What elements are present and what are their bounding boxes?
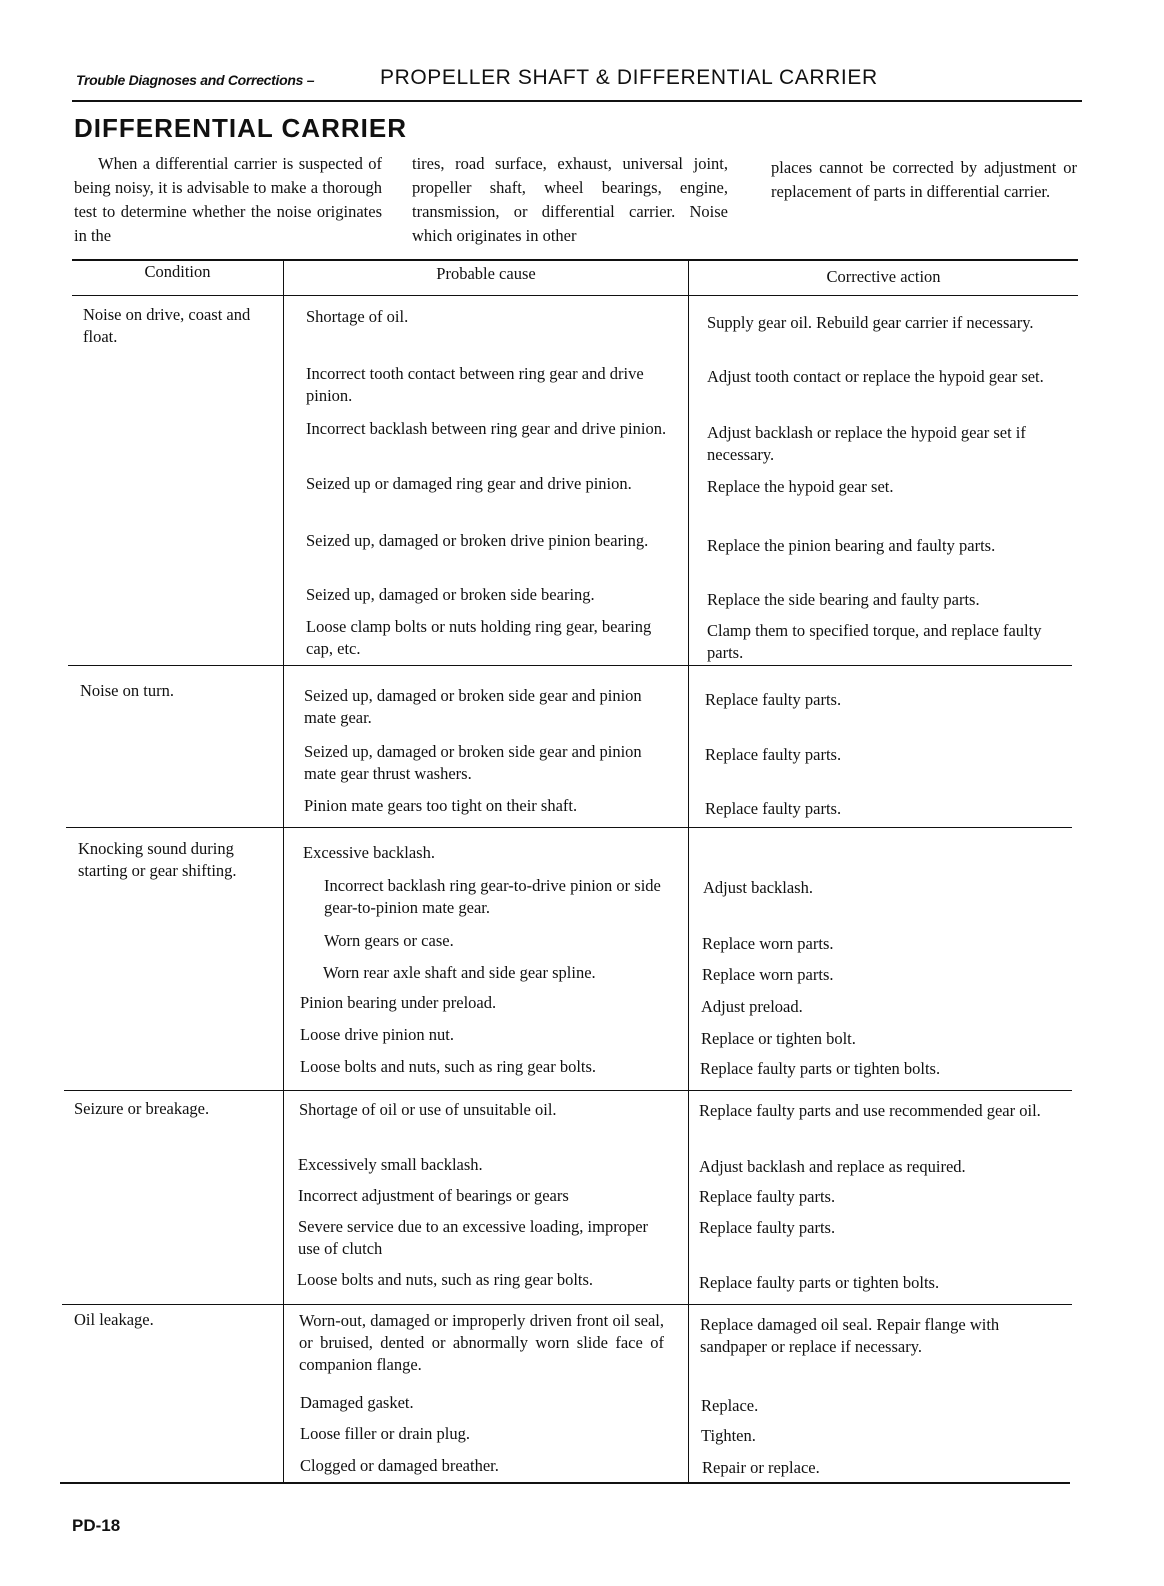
cause-cell: Loose filler or drain plug. xyxy=(300,1424,470,1443)
action-cell: Repair or replace. xyxy=(702,1458,820,1477)
page-number: PD-18 xyxy=(72,1516,121,1535)
condition-cell: Seizure or breakage. xyxy=(74,1099,210,1118)
action-cell: Replace faulty parts. xyxy=(705,690,842,709)
cause-cell: Loose bolts and nuts, such as ring gear bolts. xyxy=(297,1270,594,1289)
action-cell: Replace faulty parts or tighten bolts. xyxy=(699,1273,940,1292)
section-title: DIFFERENTIAL CARRIER xyxy=(74,113,407,143)
action-cell: Replace the hypoid gear set. xyxy=(707,477,894,496)
group-divider-4 xyxy=(62,1304,1072,1305)
cause-cell: Seized up, damaged or broken side gear and pinion mate gear. xyxy=(304,686,642,727)
action-cell: Adjust backlash and replace as required. xyxy=(699,1157,966,1176)
column-divider-2 xyxy=(688,259,689,1482)
action-cell: Replace faulty parts. xyxy=(705,799,842,818)
cause-cell: Pinion bearing under preload. xyxy=(300,993,497,1012)
action-cell: Replace faulty parts and use recommended gear oil. xyxy=(699,1101,1041,1120)
condition-cell: Oil leakage. xyxy=(74,1310,154,1329)
cause-cell: Incorrect tooth contact between ring gear and drive pinion. xyxy=(306,364,644,405)
header-prefix: Trouble Diagnoses and Corrections – xyxy=(76,72,315,88)
cause-cell: Worn rear axle shaft and side gear spline. xyxy=(323,963,596,982)
cause-cell: Severe service due to an excessive loading, improper use of clutch xyxy=(298,1217,649,1258)
cause-cell: Loose clamp bolts or nuts holding ring gear, bearing cap, etc. xyxy=(306,617,652,658)
cause-cell: Loose drive pinion nut. xyxy=(300,1025,454,1044)
column-header-action: Corrective action xyxy=(826,267,941,286)
condition-cell: Noise on drive, coast and float. xyxy=(83,305,251,346)
cause-cell: Seized up, damaged or broken side gear and pinion mate gear thrust washers. xyxy=(304,742,642,783)
intro-column-2: tires, road surface, exhaust, universal joint, propeller shaft, wheel bearings, engine, transmission, or differential carrier. Noise which originates in other xyxy=(412,154,728,245)
cause-cell: Excessive backlash. xyxy=(303,843,435,862)
action-cell: Replace the pinion bearing and faulty parts. xyxy=(707,536,996,555)
cause-cell: Excessively small backlash. xyxy=(298,1155,483,1174)
group-divider-2 xyxy=(66,827,1072,828)
cause-cell: Seized up, damaged or broken side bearing. xyxy=(306,585,595,604)
column-header-condition: Condition xyxy=(144,262,211,281)
condition-cell: Noise on turn. xyxy=(80,681,174,700)
cause-cell: Seized up or damaged ring gear and drive pinion. xyxy=(306,474,632,493)
action-cell: Tighten. xyxy=(701,1426,756,1445)
action-cell: Replace faulty parts. xyxy=(699,1187,836,1206)
cause-cell: Worn-out, damaged or improperly driven front oil seal, or bruised, dented or abnormally worn slide face of companion flange. xyxy=(299,1311,664,1374)
action-cell: Replace. xyxy=(701,1396,759,1415)
group-divider-1 xyxy=(68,665,1072,666)
cause-cell: Incorrect backlash between ring gear and drive pinion. xyxy=(306,419,667,438)
group-divider-3 xyxy=(64,1090,1072,1091)
table-bottom-rule xyxy=(60,1482,1070,1484)
cause-cell: Worn gears or case. xyxy=(324,931,454,950)
action-cell: Clamp them to specified torque, and replace faulty parts. xyxy=(707,621,1042,662)
cause-cell: Incorrect adjustment of bearings or gears xyxy=(298,1186,569,1205)
action-cell: Replace faulty parts or tighten bolts. xyxy=(700,1059,941,1078)
table-top-rule xyxy=(72,259,1078,261)
intro-column-1: When a differential carrier is suspected of being noisy, it is advisable to make a thorough test to determine whether the noise originates in the xyxy=(74,154,382,245)
cause-cell: Damaged gasket. xyxy=(300,1393,414,1412)
cause-cell: Seized up, damaged or broken drive pinion bearing. xyxy=(306,531,649,550)
cause-cell: Pinion mate gears too tight on their shaft. xyxy=(304,796,578,815)
table-header-rule xyxy=(72,295,1078,296)
column-header-cause: Probable cause xyxy=(436,264,536,283)
action-cell: Replace or tighten bolt. xyxy=(701,1029,856,1048)
cause-cell: Incorrect backlash ring gear-to-drive pinion or side gear-to-pinion mate gear. xyxy=(324,876,661,917)
action-cell: Adjust backlash or replace the hypoid gear set if necessary. xyxy=(707,423,1026,464)
action-cell: Adjust preload. xyxy=(701,997,803,1016)
action-cell: Replace faulty parts. xyxy=(699,1218,836,1237)
action-cell: Replace the side bearing and faulty parts. xyxy=(707,590,980,609)
cause-cell: Shortage of oil or use of unsuitable oil. xyxy=(299,1100,557,1119)
cause-cell: Clogged or damaged breather. xyxy=(300,1456,499,1475)
action-cell: Supply gear oil. Rebuild gear carrier if necessary. xyxy=(707,313,1034,332)
action-cell: Replace worn parts. xyxy=(702,965,834,984)
action-cell: Adjust backlash. xyxy=(703,878,813,897)
action-cell: Replace faulty parts. xyxy=(705,745,842,764)
action-cell: Replace damaged oil seal. Repair flange with sandpaper or replace if necessary. xyxy=(700,1315,1000,1356)
intro-column-3: places cannot be corrected by adjustment or replacement of parts in differential carrier. xyxy=(771,158,1077,201)
action-cell: Replace worn parts. xyxy=(702,934,834,953)
running-header xyxy=(72,66,1082,102)
column-divider-1 xyxy=(283,259,284,1482)
action-cell: Adjust tooth contact or replace the hypoid gear set. xyxy=(707,367,1044,386)
cause-cell: Shortage of oil. xyxy=(306,307,409,326)
cause-cell: Loose bolts and nuts, such as ring gear bolts. xyxy=(300,1057,597,1076)
condition-cell: Knocking sound during starting or gear shifting. xyxy=(78,839,237,880)
header-title: PROPELLER SHAFT & DIFFERENTIAL CARRIER xyxy=(380,66,878,89)
